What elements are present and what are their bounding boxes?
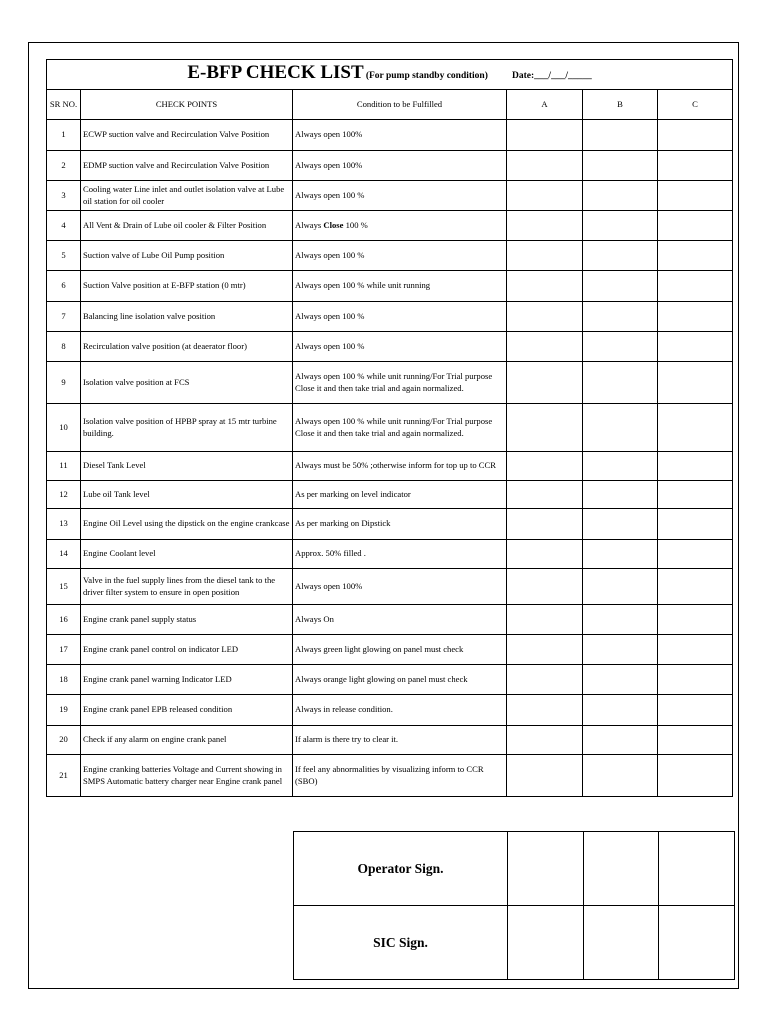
cell-c[interactable] xyxy=(658,755,733,797)
condition-text: Always xyxy=(295,219,324,230)
cell-c[interactable] xyxy=(658,540,733,569)
cell-a[interactable] xyxy=(507,271,583,302)
cell-a[interactable] xyxy=(507,665,583,695)
cell-c[interactable] xyxy=(658,726,733,755)
signature-table xyxy=(293,831,735,980)
row-check-point: Lube oil Tank level xyxy=(81,481,293,509)
table-row xyxy=(47,569,733,605)
document-subtitle: (For pump standby condition) xyxy=(365,70,488,81)
header-row xyxy=(47,90,733,120)
row-condition: Always open 100 % while unit running xyxy=(293,271,507,302)
cell-b[interactable] xyxy=(583,635,658,665)
row-condition: Always open 100 % xyxy=(293,332,507,362)
row-check-point: ECWP suction valve and Recirculation Valve Position xyxy=(81,120,293,151)
row-sr: 9 xyxy=(47,362,81,404)
cell-a[interactable] xyxy=(507,605,583,635)
cell-a[interactable] xyxy=(507,755,583,797)
table-row xyxy=(47,452,733,481)
row-sr: 20 xyxy=(47,726,81,755)
table-row xyxy=(47,271,733,302)
cell-a[interactable] xyxy=(507,635,583,665)
row-sr: 7 xyxy=(47,302,81,332)
table-row xyxy=(47,404,733,452)
row-check-point: Check if any alarm on engine crank panel xyxy=(81,726,293,755)
table-row xyxy=(47,540,733,569)
row-check-point: Engine crank panel control on indicator LED xyxy=(81,635,293,665)
row-sr: 16 xyxy=(47,605,81,635)
cell-a[interactable] xyxy=(507,569,583,605)
date-field[interactable]: Date:___/___/_____ xyxy=(512,70,592,81)
row-sr: 19 xyxy=(47,695,81,726)
header-condition: Condition to be Fulfilled xyxy=(293,90,507,120)
condition-emphasis: Close xyxy=(323,219,344,230)
cell-a[interactable] xyxy=(507,540,583,569)
cell-b[interactable] xyxy=(583,404,658,452)
row-condition: Always open 100% xyxy=(293,569,507,605)
table-row xyxy=(47,120,733,151)
sic-sign-b[interactable] xyxy=(584,906,659,980)
table-row xyxy=(47,241,733,271)
table-row xyxy=(47,481,733,509)
header-c: C xyxy=(658,90,733,120)
table-row xyxy=(47,362,733,404)
checklist-table xyxy=(46,59,733,797)
row-check-point: EDMP suction valve and Recirculation Valve Position xyxy=(81,151,293,181)
operator-sign-b[interactable] xyxy=(584,832,659,906)
cell-a[interactable] xyxy=(507,151,583,181)
document-title: E-BFP CHECK LIST xyxy=(187,61,364,83)
table-row xyxy=(47,509,733,540)
cell-c[interactable] xyxy=(658,605,733,635)
header-sr-no: SR NO. xyxy=(47,90,81,120)
table-row xyxy=(47,755,733,797)
cell-b[interactable] xyxy=(583,452,658,481)
table-row xyxy=(47,181,733,211)
row-check-point: Engine cranking batteries Voltage and Current showing in SMPS Automatic battery charger near Engine crank panel xyxy=(81,755,293,797)
cell-b[interactable] xyxy=(583,181,658,211)
row-sr: 13 xyxy=(47,509,81,540)
sic-sign-c[interactable] xyxy=(659,906,735,980)
sic-sign-a[interactable] xyxy=(508,906,584,980)
row-condition: If feel any abnormalities by visualizing inform to CCR (SBO) xyxy=(293,755,507,797)
row-condition: Always On xyxy=(293,605,507,635)
cell-b[interactable] xyxy=(583,605,658,635)
cell-b[interactable] xyxy=(583,726,658,755)
table-row xyxy=(47,211,733,241)
row-sr: 5 xyxy=(47,241,81,271)
cell-c[interactable] xyxy=(658,181,733,211)
cell-c[interactable] xyxy=(658,509,733,540)
operator-sign-a[interactable] xyxy=(508,832,584,906)
cell-c[interactable] xyxy=(658,271,733,302)
row-check-point: Isolation valve position of HPBP spray at 15 mtr turbine building. xyxy=(81,404,293,452)
row-condition: Always open 100 % while unit running/For Trial purpose Close it and then take trial and again normalized. xyxy=(293,362,507,404)
row-check-point: Engine Oil Level using the dipstick on the engine crankcase xyxy=(81,509,293,540)
row-condition: Approx. 50% filled . xyxy=(293,540,507,569)
row-condition: Always in release condition. xyxy=(293,695,507,726)
row-check-point: Engine crank panel EPB released condition xyxy=(81,695,293,726)
row-sr: 3 xyxy=(47,181,81,211)
row-condition: Always open 100 % while unit running/For Trial purpose Close it and then take trial and again normalized. xyxy=(293,404,507,452)
row-condition: If alarm is there try to clear it. xyxy=(293,726,507,755)
cell-b[interactable] xyxy=(583,362,658,404)
cell-a[interactable] xyxy=(507,120,583,151)
row-check-point: All Vent & Drain of Lube oil cooler & Filter Position xyxy=(81,211,293,241)
table-row xyxy=(47,695,733,726)
row-condition: As per marking on Dipstick xyxy=(293,509,507,540)
row-sr: 11 xyxy=(47,452,81,481)
cell-a[interactable] xyxy=(507,241,583,271)
row-check-point: Isolation valve position at FCS xyxy=(81,362,293,404)
cell-c[interactable] xyxy=(658,151,733,181)
operator-sign-label: Operator Sign. xyxy=(294,832,508,906)
row-sr: 2 xyxy=(47,151,81,181)
row-check-point: Recirculation valve position (at deaerator floor) xyxy=(81,332,293,362)
cell-c[interactable] xyxy=(658,211,733,241)
cell-b[interactable] xyxy=(583,509,658,540)
table-row xyxy=(47,726,733,755)
table-row xyxy=(47,635,733,665)
cell-a[interactable] xyxy=(507,726,583,755)
cell-c[interactable] xyxy=(658,332,733,362)
cell-a[interactable] xyxy=(507,211,583,241)
cell-a[interactable] xyxy=(507,181,583,211)
cell-b[interactable] xyxy=(583,569,658,605)
row-condition: Always open 100% xyxy=(293,151,507,181)
row-sr: 12 xyxy=(47,481,81,509)
table-row xyxy=(47,605,733,635)
row-check-point: Engine Coolant level xyxy=(81,540,293,569)
row-condition: As per marking on level indicator xyxy=(293,481,507,509)
row-condition: Always open 100 % xyxy=(293,302,507,332)
cell-b[interactable] xyxy=(583,271,658,302)
table-row xyxy=(47,332,733,362)
row-sr: 17 xyxy=(47,635,81,665)
condition-text: 100 % xyxy=(343,219,368,230)
cell-c[interactable] xyxy=(658,695,733,726)
row-condition: Always orange light glowing on panel must check xyxy=(293,665,507,695)
cell-c[interactable] xyxy=(658,241,733,271)
cell-a[interactable] xyxy=(507,332,583,362)
cell-b[interactable] xyxy=(583,481,658,509)
cell-a[interactable] xyxy=(507,695,583,726)
row-sr: 15 xyxy=(47,569,81,605)
cell-c[interactable] xyxy=(658,635,733,665)
cell-a[interactable] xyxy=(507,481,583,509)
header-check-points: CHECK POINTS xyxy=(81,90,293,120)
table-row xyxy=(47,665,733,695)
row-sr: 10 xyxy=(47,404,81,452)
row-condition: Always open 100 % xyxy=(293,181,507,211)
row-condition: Always open 100 % xyxy=(293,241,507,271)
cell-c[interactable] xyxy=(658,569,733,605)
row-sr: 8 xyxy=(47,332,81,362)
header-a: A xyxy=(507,90,583,120)
cell-c[interactable] xyxy=(658,452,733,481)
cell-b[interactable] xyxy=(583,665,658,695)
cell-a[interactable] xyxy=(507,509,583,540)
sic-sign-row xyxy=(294,906,735,980)
header-b: B xyxy=(583,90,658,120)
row-condition: Always open 100% xyxy=(293,120,507,151)
row-condition: Always green light glowing on panel must check xyxy=(293,635,507,665)
cell-b[interactable] xyxy=(583,302,658,332)
row-sr: 4 xyxy=(47,211,81,241)
cell-c[interactable] xyxy=(658,120,733,151)
cell-c[interactable] xyxy=(658,302,733,332)
cell-a[interactable] xyxy=(507,362,583,404)
cell-b[interactable] xyxy=(583,332,658,362)
operator-sign-c[interactable] xyxy=(659,832,735,906)
sic-sign-label: SIC Sign. xyxy=(294,906,508,980)
cell-b[interactable] xyxy=(583,120,658,151)
cell-b[interactable] xyxy=(583,755,658,797)
row-check-point: Suction Valve position at E-BFP station (0 mtr) xyxy=(81,271,293,302)
row-check-point: Cooling water Line inlet and outlet isolation valve at Lube oil station for oil cooler xyxy=(81,181,293,211)
cell-c[interactable] xyxy=(658,481,733,509)
row-check-point: Valve in the fuel supply lines from the diesel tank to the driver filter system to ensure in open position xyxy=(81,569,293,605)
row-check-point: Suction valve of Lube Oil Pump position xyxy=(81,241,293,271)
cell-c[interactable] xyxy=(658,665,733,695)
cell-c[interactable] xyxy=(658,404,733,452)
row-check-point: Diesel Tank Level xyxy=(81,452,293,481)
row-check-point: Engine crank panel supply status xyxy=(81,605,293,635)
operator-sign-row xyxy=(294,832,735,906)
cell-b[interactable] xyxy=(583,695,658,726)
row-check-point: Balancing line isolation valve position xyxy=(81,302,293,332)
row-sr: 14 xyxy=(47,540,81,569)
row-check-point: Engine crank panel warning Indicator LED xyxy=(81,665,293,695)
cell-a[interactable] xyxy=(507,302,583,332)
cell-b[interactable] xyxy=(583,241,658,271)
cell-b[interactable] xyxy=(583,211,658,241)
cell-b[interactable] xyxy=(583,540,658,569)
row-sr: 18 xyxy=(47,665,81,695)
cell-a[interactable] xyxy=(507,452,583,481)
row-sr: 1 xyxy=(47,120,81,151)
title-cell xyxy=(47,60,733,90)
table-row xyxy=(47,302,733,332)
cell-b[interactable] xyxy=(583,151,658,181)
row-condition: Always must be 50% ;otherwise inform for top up to CCR xyxy=(293,452,507,481)
row-sr: 21 xyxy=(47,755,81,797)
row-sr: 6 xyxy=(47,271,81,302)
cell-a[interactable] xyxy=(507,404,583,452)
table-row xyxy=(47,151,733,181)
cell-c[interactable] xyxy=(658,362,733,404)
row-condition xyxy=(293,211,507,241)
